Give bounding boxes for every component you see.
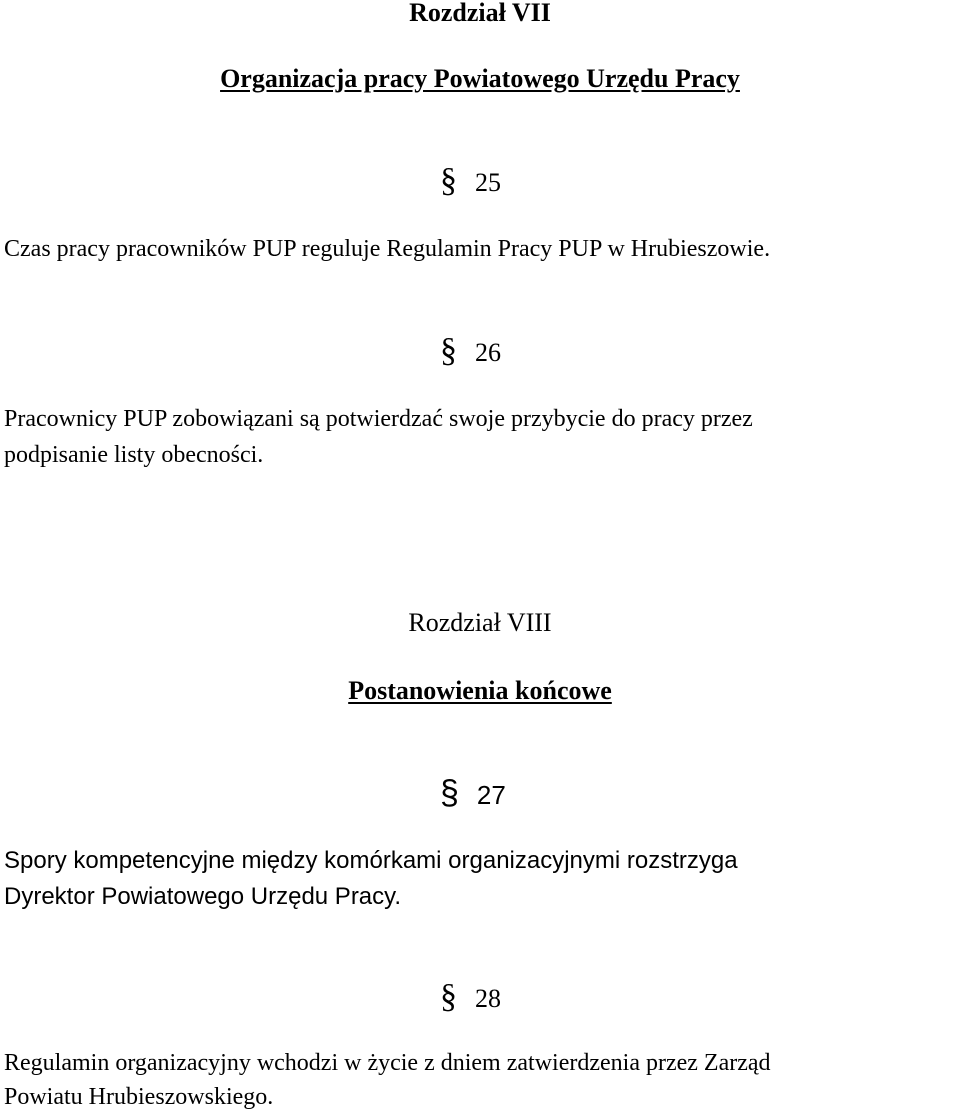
section-sign-icon: §	[440, 332, 457, 369]
chapter-8-title: Postanowienia końcowe	[348, 676, 612, 705]
section-number: 25	[475, 168, 501, 197]
chapter-8-heading: Rozdział VIII	[408, 608, 552, 637]
section-25-mark	[440, 164, 501, 200]
section-28-text-line-2: Powiatu Hrubieszowskiego.	[4, 1084, 274, 1110]
section-28-mark	[440, 980, 501, 1016]
section-25-text-line-1: Czas pracy pracowników PUP reguluje Regulamin Pracy PUP w Hrubieszowie.	[4, 236, 771, 262]
section-26-text-line-1: Pracownicy PUP zobowiązani są potwierdzać swoje przybycie do pracy przez	[4, 406, 753, 432]
section-sign-icon: §	[440, 162, 457, 199]
chapter-7-title: Organizacja pracy Powiatowego Urzędu Pracy	[220, 64, 740, 93]
section-27-mark	[440, 776, 506, 812]
section-number: 26	[475, 338, 501, 367]
section-sign-icon: §	[440, 774, 459, 812]
section-26-mark	[440, 334, 501, 370]
section-27-text-line-1: Spory kompetencyjne między komórkami organizacyjnymi rozstrzyga	[4, 847, 738, 874]
section-26-text-line-2: podpisanie listy obecności.	[4, 442, 264, 468]
section-27-text-line-2: Dyrektor Powiatowego Urzędu Pracy.	[4, 883, 402, 910]
section-28-text-line-1: Regulamin organizacyjny wchodzi w życie z dniem zatwierdzenia przez Zarząd	[4, 1050, 771, 1076]
section-number: 27	[476, 780, 506, 810]
section-number: 28	[475, 984, 501, 1013]
section-sign-icon: §	[440, 978, 457, 1015]
chapter-7-heading: Rozdział VII	[409, 0, 551, 27]
